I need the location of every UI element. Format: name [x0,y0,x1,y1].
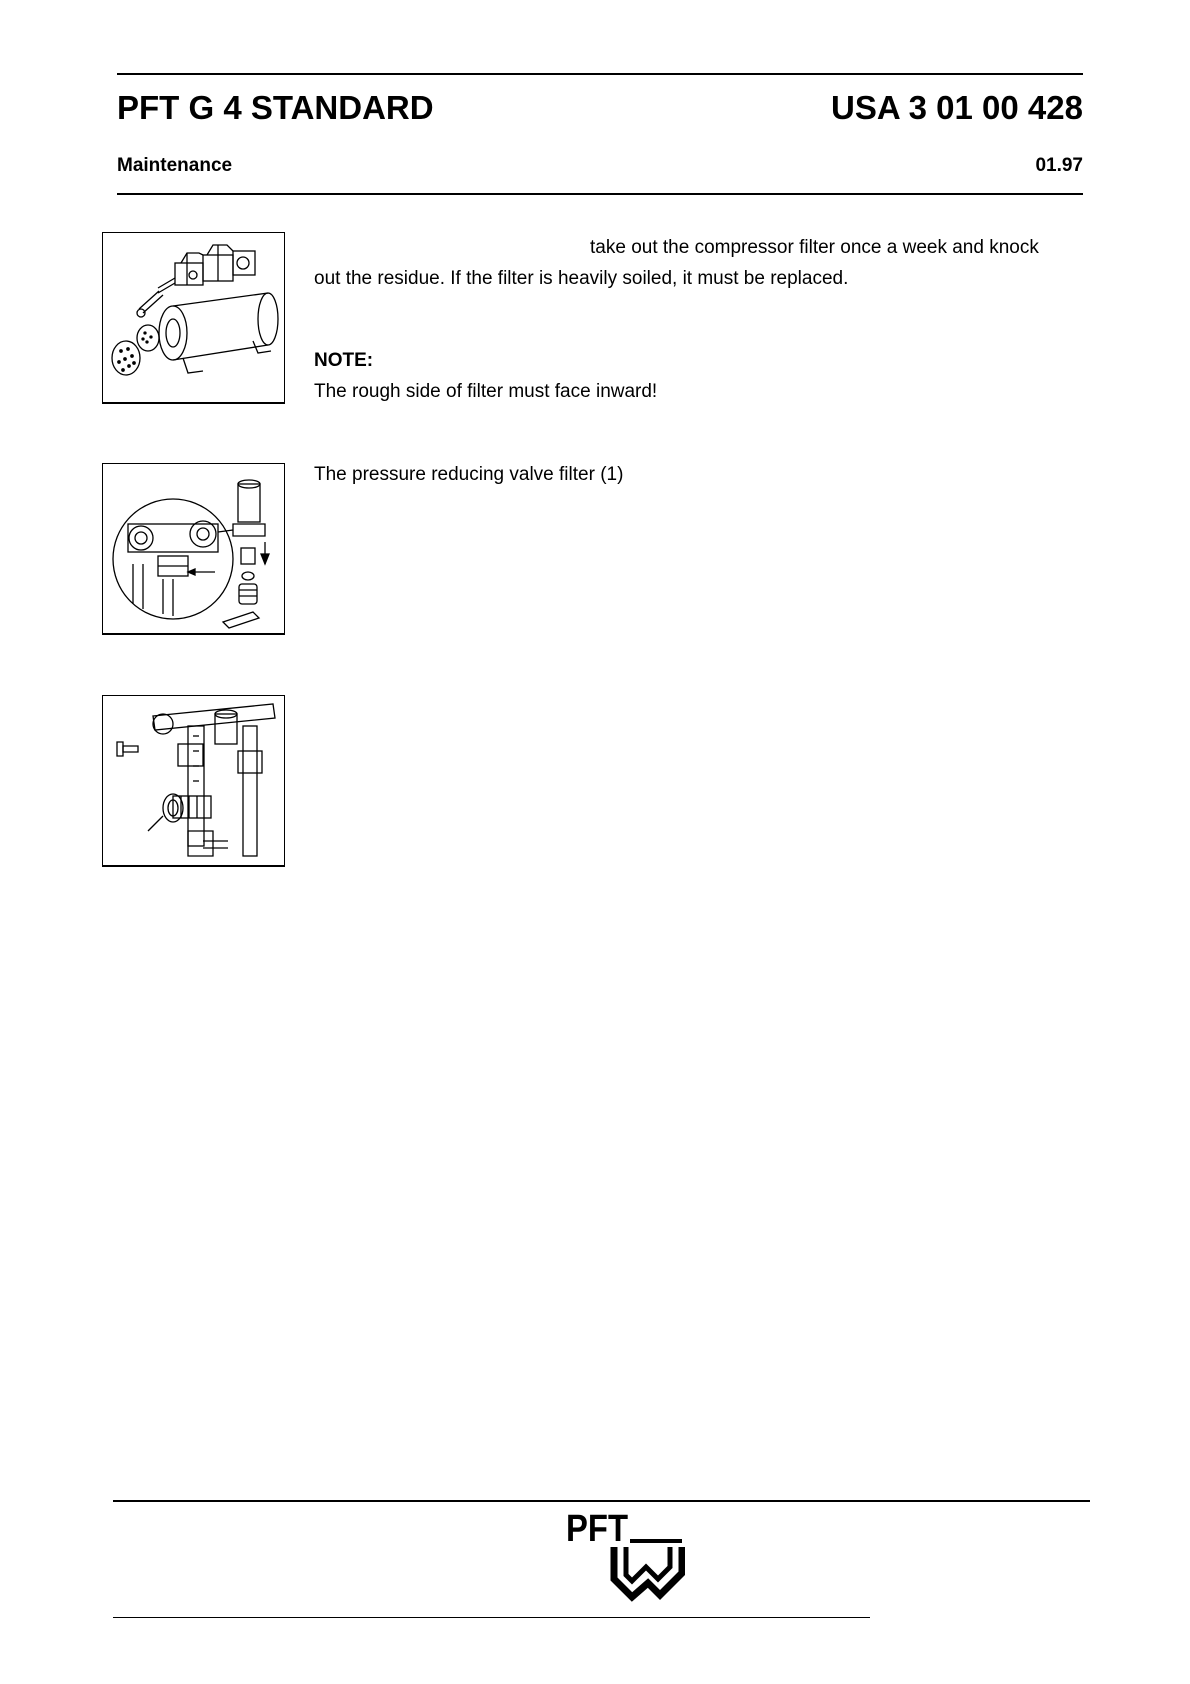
footer-bottom-rule [113,1617,870,1618]
revision-date: 01.97 [1035,155,1083,176]
compressor-filter-illustration [102,232,285,404]
section-label: Maintenance [117,155,233,176]
pft-logo [560,1505,685,1605]
filter-instruction-line-1: take out the compressor filter once a week and knock [590,237,1039,258]
pressure-valve-filter-text: The pressure reducing valve filter (1) [314,464,624,485]
header-top-rule [117,73,1083,75]
pressure-reducing-valve-illustration [102,463,285,635]
footer-top-rule [113,1500,1090,1502]
note-text: The rough side of filter must face inward! [314,381,658,402]
filter-instruction-line-2: out the residue. If the filter is heavily soiled, it must be replaced. [314,268,849,289]
note-label: NOTE: [314,350,374,371]
document-title: PFT G 4 STANDARD [117,89,434,126]
pft-logo-text: PFT [566,1508,628,1550]
header-bottom-rule [117,193,1083,195]
valve-assembly-illustration [102,695,285,867]
document-number: USA 3 01 00 428 [831,89,1083,126]
